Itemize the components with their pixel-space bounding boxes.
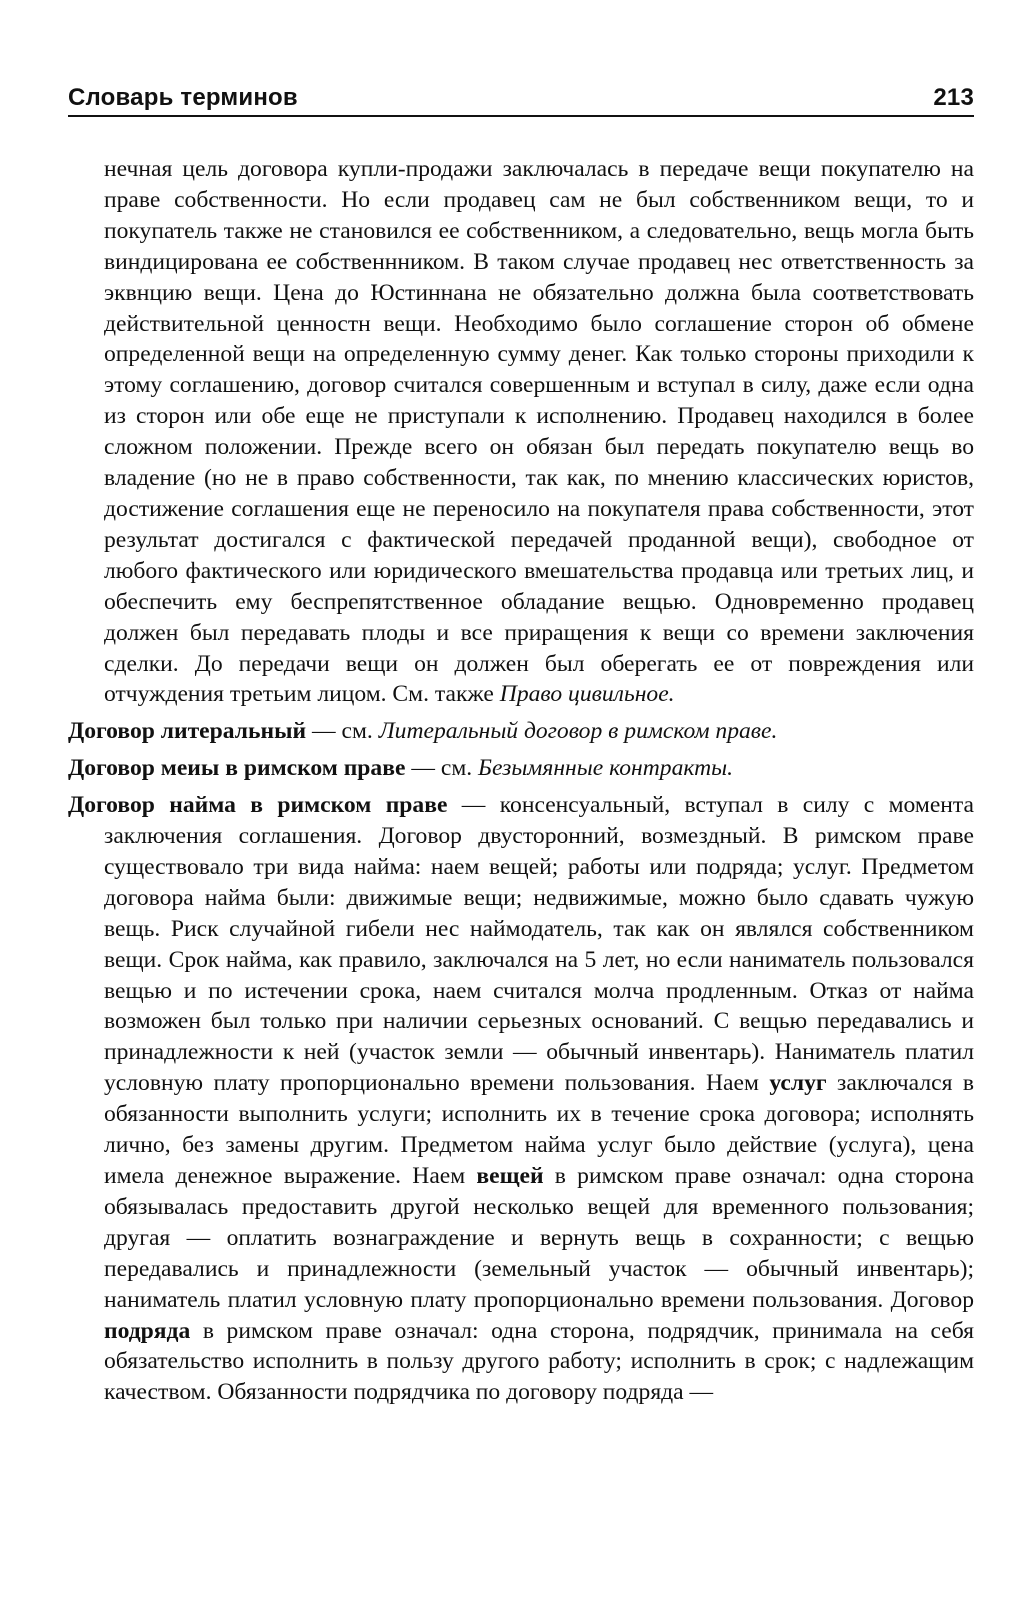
- dictionary-entry-hire: [68, 790, 974, 1408]
- entry-text: заключался в обязанности выполнить услуги; исполнить их в течение срока договора; исполнять лично, без замены другим. Предметом найма услуг было действие (услуга), цена имела денежное выражение. Наем: [104, 1070, 975, 1189]
- section-title: Словарь терминов: [68, 84, 298, 111]
- emphasis: вещей: [476, 1163, 544, 1189]
- book-page: [68, 84, 974, 1408]
- dictionary-entry: [68, 753, 974, 784]
- entry-text: — консенсуальный, вступал в силу с момента заключения соглашения. Договор двусторонний, возмездный. В римском праве существовало три вида найма: наем вещей; работы или подряда; услуг. Предметом договора найма были: движимые вещи; недвижимые, можно было сдавать чужую вещь. Риск случайной гибели нес наймодатель, так как он являлся собственником вещи. Срок найма, как правило, заключался на 5 лет, но если наниматель пользовался вещью и по истечении срока, наем считался молча продленным. Отказ от найма возможен был только при наличии серьезных оснований. С вещью передавались и принадлежности к ней (участок земли — обычный инвентарь). Наниматель платил условную плату пропорционально времени пользования. Наем: [104, 792, 974, 1097]
- entry-term: Договор найма в римском праве: [68, 792, 448, 819]
- paragraph-text: нечная цель договора купли-продажи заключалась в передаче вещи покупателю на праве собственности. Но если продавец сам не был собственником вещи, то и покупатель также не становился ее собственником, а следовательно, вещь могла быть виндицирована ее собственнником. В таком случае продавец нес ответственность за эквнцию вещи. Цена до Юстиннана не обязательно должна была соответствовать действительной ценностн вещи. Необходимо было соглашение сторон об обмене определенной вещи на определенную сумму денег. Как только стороны приходили к этому соглашению, договор считался совершенным и вступал в силу, даже если одна из сторон или обе еще не приступали к исполнению. Продавец находился в более сложном положении. Прежде всего он обязан был передать покупателю вещь во владение (но не в право собственности, так как, по мнению классических юристов, достижение соглашения еще не переносило на покупателя права собственности, этот результат достигался с фактической передачей проданной вещи), свободное от любого фактического или юридического вмешательства продавца или третьих лиц, и обеспечить ему беспрепятственное обладание вещью. Одновременно продавец должен был передавать плоды и все приращения к вещи со времени заключения сделки. До передачи вещи он должен был оберегать ее от повреждения или отчуждения третьим лицом. См. также: [104, 156, 974, 708]
- entry-reference: Литеральный договор в римском праве.: [378, 718, 778, 745]
- entry-see: — см.: [306, 718, 379, 745]
- body-text: [68, 154, 974, 1408]
- page-number: 213: [933, 84, 974, 111]
- entry-see: — см.: [405, 755, 479, 782]
- emphasis: услуг: [769, 1070, 827, 1097]
- running-header: [68, 84, 974, 117]
- dictionary-entry: [68, 716, 974, 747]
- entry-reference: Безымянные контракты.: [478, 755, 734, 782]
- emphasis: подряда: [104, 1317, 191, 1344]
- continued-paragraph: [68, 154, 974, 710]
- entry-text: в римском праве означал: одна сторона обязывалась предоставить другой несколько вещей для временного пользования; другая — оплатить вознаграждение и вернуть вещь в сохранности; с вещью передавались и принадлежности (земельный участок — обычный инвентарь); наниматель платил условную плату пропорционально времени пользования. Договор: [104, 1163, 975, 1313]
- entry-text: в римском праве означал: одна сторона, подрядчик, принимала на себя обязательство исполнить в пользу другого работу; исполнить в срок; с надлежащим качеством. Обязанности подрядчика по договору подряда —: [104, 1317, 974, 1406]
- entry-term: Договор литеральный: [68, 718, 307, 745]
- see-also-reference: Право цивильное.: [499, 681, 675, 708]
- entry-term: Договор меиы в римском праве: [68, 755, 406, 782]
